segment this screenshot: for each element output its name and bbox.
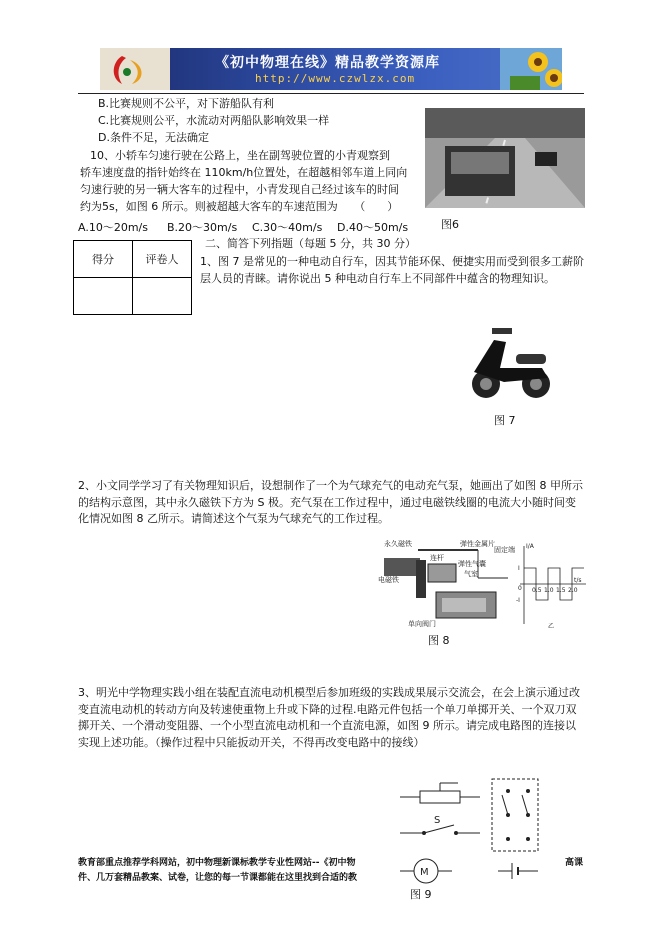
question-2: 2、小文同学学习了有关物理知识后，设想制作了一个为气球充气的电动充气泵，她画出了如图 8 甲所示的结构示意图，其中永久磁铁下方为 S 极。充气泵在工作过程中，通过电磁铁线圈的电流大小随时间变化情况如图 8 乙所示。请简述这个气泵为气球充气的工作过程。 <box>78 479 583 525</box>
switch-label: S <box>434 815 441 826</box>
q10-line-3: 匀速行驶的另一辆大客车的过程中，小青发现自己经过该车的时间 <box>80 183 399 196</box>
label-spring-sheet: 弹性金属片 <box>460 540 495 548</box>
header-rule <box>78 93 584 94</box>
header-banner <box>100 48 562 90</box>
grader-header: 评卷人 <box>133 241 192 278</box>
figure-9-caption: 图 9 <box>410 888 432 901</box>
motor-label: M <box>420 867 429 878</box>
footer-line-2: 件、几万套精品教案、试卷，让您的每一节课都能在这里找到合适的教 <box>78 873 358 883</box>
footer-line-1-end: 高课 <box>565 858 584 868</box>
q10-option-b: B.20～30m/s <box>167 221 238 234</box>
figure-8-current-graph <box>516 543 586 630</box>
score-header: 得分 <box>74 241 133 278</box>
graph-tick-2: 1.5 <box>556 587 566 594</box>
label-fixed-end: 固定端 <box>494 546 515 554</box>
label-valve: 单向阀门 <box>408 620 436 628</box>
label-airbag: 弹性气囊 <box>458 560 486 568</box>
battery-icon <box>498 863 538 879</box>
label-electromagnet: 电磁铁 <box>378 576 399 584</box>
q10-line-4: 约为5s，如图 6 所示。则被超越大客车的车速范围为 （ ） <box>80 200 399 213</box>
grader-cell[interactable] <box>133 278 192 315</box>
graph-tick-0: 0.5 <box>532 587 542 594</box>
motor-icon <box>400 859 452 883</box>
label-magnet: 永久磁铁 <box>384 540 412 548</box>
question-1: 1、图 7 是常见的一种电动自行车，因其节能环保、便捷实用而受到很多工薪阶层人员的青睐。请你说出 5 种电动自行车上不同部件中蕴含的物理知识。 <box>200 255 584 285</box>
footer-line-1: 教育部重点推荐学科网站，初中物理新课标教学专业性网站--《初中物 <box>78 858 356 868</box>
graph-t-axis: t/s <box>574 577 582 584</box>
figure-9-components <box>398 775 558 885</box>
figure-7-caption: 图 7 <box>494 414 516 427</box>
figure-7-scooter <box>464 320 554 402</box>
q10-option-c: C.30～40m/s <box>252 221 323 234</box>
q10-line-1: 10、小轿车匀速行驶在公路上，坐在副驾驶位置的小青观察到 <box>90 149 390 162</box>
graph-sublabel: 乙 <box>548 623 555 630</box>
graph-origin: 0 <box>518 585 522 592</box>
banner-title: 《初中物理在线》精品教学资源库 <box>215 55 440 71</box>
label-chamber: 气室 <box>464 570 478 578</box>
q10-line-2: 轿车速度盘的指针始终在 110km/h位置处，在超越相邻车道上同向 <box>80 166 408 179</box>
q9-option-c: C.比赛规则公平，水流动对两船队影响效果一样 <box>98 114 330 127</box>
graph-tick-3: 2.0 <box>568 587 578 594</box>
figure-6-photo <box>425 108 585 208</box>
score-table <box>73 240 192 315</box>
label-armature: 连杆 <box>430 554 444 562</box>
score-cell[interactable] <box>74 278 133 315</box>
q10-option-a: A.10～20m/s <box>78 221 148 234</box>
graph-i-pos: I <box>518 565 520 572</box>
figure-6-caption: 图6 <box>441 218 459 231</box>
sunflower-icon <box>500 48 562 90</box>
question-3: 3、明光中学物理实践小组在装配直流电动机模型后参加班级的实践成果展示交流会，在会上演示通过改变直流电动机的转动方向及转速使重物上升或下降的过程.电路元件包括一个单刀单掷开关、一个双刀双掷开关、一个滑动变阻器、一个小型直流电动机和一个直流电源，如图 9 所示。请完成电路图的连接以实现上述功能。（操作过程中只能扳动开关，不得再改变电路中的接线） <box>78 686 580 749</box>
dpdt-switch-icon <box>492 779 538 851</box>
q9-option-d: D.条件不足，无法确定 <box>98 131 209 144</box>
graph-tick-1: 1.0 <box>544 587 554 594</box>
graph-i-neg: -I <box>516 597 520 604</box>
section-2-heading: 二、简答下列指题（每题 5 分，共 30 分） <box>205 237 416 250</box>
single-switch-icon <box>400 815 480 835</box>
banner-url[interactable]: http://www.czwlzx.com <box>255 72 416 85</box>
q9-option-b: B.比赛规则不公平，对下游船队有利 <box>98 97 275 110</box>
q10-option-d: D.40～50m/s <box>337 221 409 234</box>
graph-i-axis: I/A <box>526 543 534 550</box>
figure-8-diagram <box>378 538 588 630</box>
logo-icon <box>100 48 170 90</box>
permanent-magnet <box>384 558 420 576</box>
rheostat-icon <box>400 783 480 803</box>
figure-8-caption: 图 8 <box>428 634 450 647</box>
